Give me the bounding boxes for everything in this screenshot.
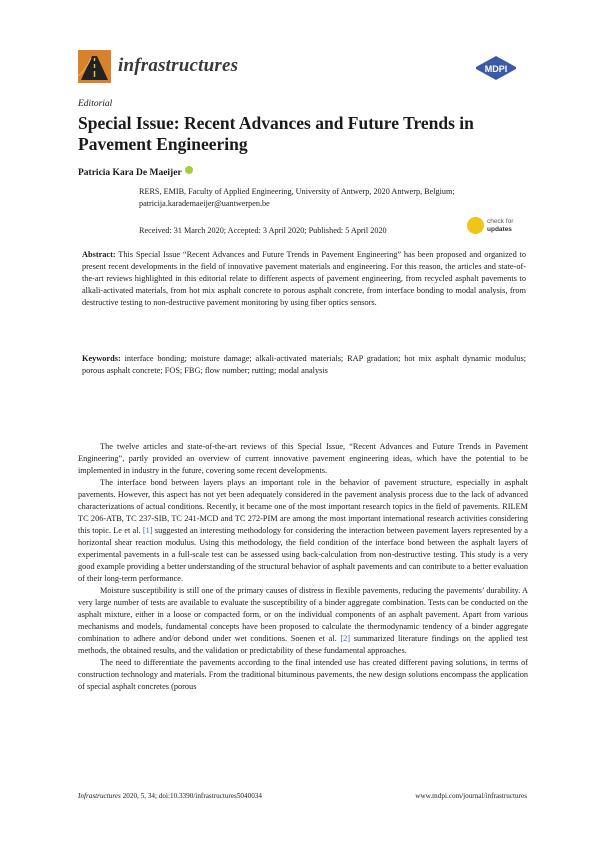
- journal-name: infrastructures: [118, 55, 239, 76]
- body-paragraph-1: The twelve articles and state-of-the-art reviews of this Special Issue, “Recent Advances and Future Trends in Pavement Engineering”, partly provided an overview of current innovative pavement engineering ideas, which have the potential to be implemented in industry in the future, covering some recent developments.: [78, 442, 528, 475]
- check-updates-icon: [467, 217, 484, 234]
- author-name[interactable]: Patricia Kara De Maeijer: [78, 168, 182, 178]
- abstract-text: This Special Issue “Recent Advances and Future Trends in Pavement Engineering” has been proposed and organized to present recent developments in the field of innovative pavement materials and engineering. For this reason, the articles and state-of-the-art reviews highlighted in this editorial relate to different aspects of pavement engineering, from recycled asphalt pavements to alkali-activated materials, from hot mix asphalt concrete to porous asphalt concrete, from interface bonding to modal analysis, from destructive testing to non-destructive pavement monitoring by using fiber optics sensors.: [82, 250, 526, 307]
- abstract-label: Abstract:: [82, 250, 116, 259]
- body-paragraph-4: The need to differentiate the pavements according to the final intended use has created different paving solutions, in terms of construction technology and materials. From the traditional bituminous pavements, the new design solutions encompass the application of special asphalt concretes (porous: [78, 658, 528, 691]
- journal-logo-icon: [78, 50, 111, 83]
- citation-link-2[interactable]: [2]: [340, 634, 351, 643]
- affiliation-block: [139, 186, 529, 210]
- author-line: [78, 166, 193, 178]
- footer-doi: 2020, 5, 34; doi:10.3390/infrastructures5040034: [120, 792, 262, 800]
- orcid-icon[interactable]: [185, 166, 193, 174]
- check-updates-line1: check for: [487, 218, 514, 225]
- body-text: [78, 441, 528, 693]
- keywords: [82, 353, 526, 377]
- article-title: Special Issue: Recent Advances and Future Trends in Pavement Engineering: [78, 113, 474, 154]
- check-for-updates-badge[interactable]: [467, 215, 529, 237]
- abstract: [82, 249, 526, 309]
- footer-journal-abbrev: Infrastructures: [78, 792, 121, 800]
- publication-dates: Received: 31 March 2020; Accepted: 3 April 2020; Published: 5 April 2020: [139, 226, 387, 235]
- check-updates-line2: updates: [487, 226, 512, 233]
- keywords-text: interface bonding; moisture damage; alkali-activated materials; RAP gradation; hot mix asphalt dynamic modulus; porous asphalt concrete; FOS; FBG; flow number; rutting; modal analysis: [82, 354, 527, 375]
- article-type: Editorial: [78, 99, 113, 109]
- mdpi-logo-icon: [475, 56, 517, 80]
- mdpi-logo-text: MDPI: [484, 64, 508, 74]
- body-paragraph-2: The interface bond between layers plays an important role in the behavior of pavement structure, especially in asphalt pavements. However, this aspect has not yet been adequately considered in the pavement analysis process due to the lack of advanced characterizations of actual conditions. Recently, it became one of the most important research topics in the field of pavements. RILEM TC 206-ATB, TC 237-SIB, TC 241-MCD and TC 272-PIM are among the most important international research activities considering this topic. Le et al. [1] suggested an interesting methodology for considering the interaction between pavement layers represented by a horizontal shear reaction modulus. Using this methodology, the field condition of the interface bond between the asphalt layers of experimental pavements in a full-scale test can be assessed using back-calculation from non-destructive testing. This study is a very good example providing a better understanding of the structural behavior of asphalt pavements and can contribute to a better evaluation of their long-term performance.: [78, 478, 528, 583]
- citation-link-1[interactable]: [1]: [142, 526, 153, 535]
- footer-citation: [78, 792, 262, 800]
- body-paragraph-3: Moisture susceptibility is still one of the primary causes of distress in flexible pavements, reducing the pavements’ durability. A very large number of tests are available to evaluate the susceptibility of a binder aggregate combination. Tests can be conducted on the asphalt mixture, either in a loose or compacted form, or on the individual components of an asphalt pavement. Apart from various mechanisms and models, fundamental concepts have been proposed to calculate the thermodynamic tendency of a binder aggregate combination to adhere and/or debond under wet conditions. Soenen et al. [2] summarized literature findings on the applied test methods, the obtained results, and the validation or predictability of these fundamental approaches.: [78, 586, 528, 655]
- footer-url[interactable]: www.mdpi.com/journal/infrastructures: [415, 792, 527, 800]
- affiliation-text: RERS, EMIB, Faculty of Applied Engineering, University of Antwerp, 2020 Antwerp, Belgium;: [139, 187, 455, 196]
- author-email[interactable]: patricija.karademaeijer@uantwerpen.be: [139, 199, 270, 208]
- keywords-label: Keywords:: [82, 354, 121, 363]
